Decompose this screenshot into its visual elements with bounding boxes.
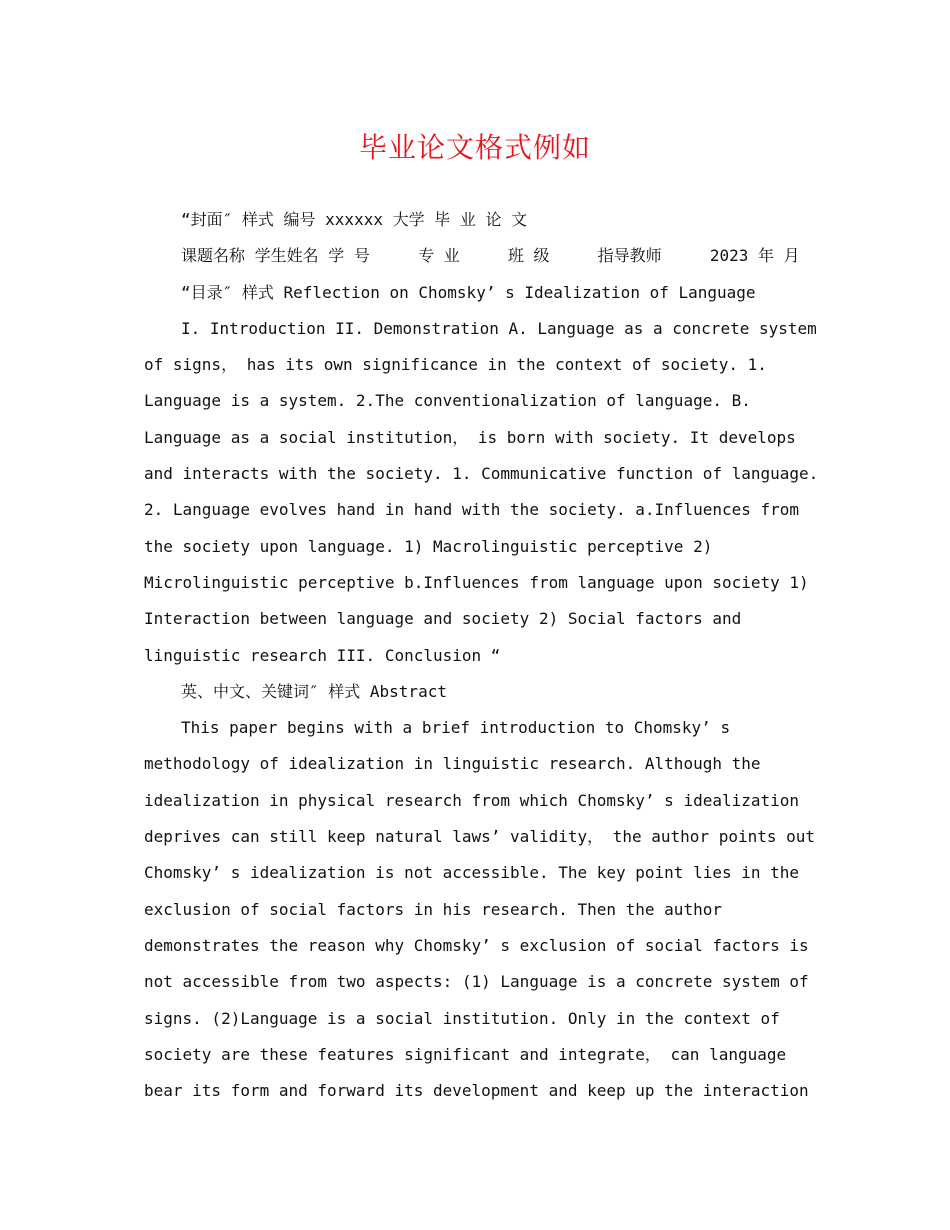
page-title: 毕业论文格式例如 — [358, 131, 591, 164]
abstract-line: This paper begins with a brief introduction to Chomsky’ s — [181, 718, 731, 738]
toc-line: Microlinguistic perceptive b.Influences from language upon society 1) — [144, 572, 809, 592]
abstract-line: society are these features significant and integrate， can language — [144, 1044, 787, 1064]
toc-line: linguistic research III. Conclusion “ — [144, 645, 501, 665]
abstract-line: exclusion of social factors in his research. Then the author — [144, 899, 722, 919]
abstract-style-line: 英、中文、关键词″ 样式 Abstract — [181, 681, 447, 701]
abstract-line: methodology of idealization in linguistic research. Although the — [144, 754, 761, 774]
toc-line: the society upon language. 1) Macrolinguistic perceptive 2) — [144, 536, 713, 556]
toc-line: and interacts with the society. 1. Communicative function of language. — [144, 464, 819, 484]
toc-line: I. Introduction II. Demonstration A. Language as a concrete system — [181, 318, 817, 338]
toc-line: of signs， has its own significance in the context of society. 1. — [144, 355, 767, 375]
cover-fields-line: 课题名称 学生姓名 学 号 专 业 班 级 指导教师 2023 年 月 — [181, 246, 800, 266]
cover-style-line: “封面″ 样式 编号 xxxxxx 大学 毕 业 论 文 — [181, 210, 528, 229]
toc-line: Interaction between language and society 2) Social factors and — [144, 609, 742, 629]
toc-line: Language is a system. 2.The conventionalization of language. B. — [144, 391, 751, 411]
toc-line: 2. Language evolves hand in hand with the society. a.Influences from — [144, 500, 800, 520]
abstract-line: bear its form and forward its development and keep up the interaction — [144, 1081, 809, 1101]
toc-style-line: “目录″ 样式 Reflection on Chomsky’ s Idealization of Language — [181, 282, 756, 302]
abstract-line: Chomsky’ s idealization is not accessible. The key point lies in the — [144, 863, 800, 883]
abstract-line: signs. (2)Language is a social institution. Only in the context of — [144, 1008, 780, 1028]
abstract-line: idealization in physical research from which Chomsky’ s idealization — [144, 790, 800, 810]
toc-line: Language as a social institution， is born with society. It develops — [144, 427, 796, 447]
abstract-line: deprives can still keep natural laws’ validity， the author points out — [144, 827, 816, 847]
abstract-line: demonstrates the reason why Chomsky’ s exclusion of social factors is — [144, 935, 809, 955]
abstract-line: not accessible from two aspects: (1) Language is a concrete system of — [144, 972, 809, 992]
body-text — [144, 202, 819, 1109]
